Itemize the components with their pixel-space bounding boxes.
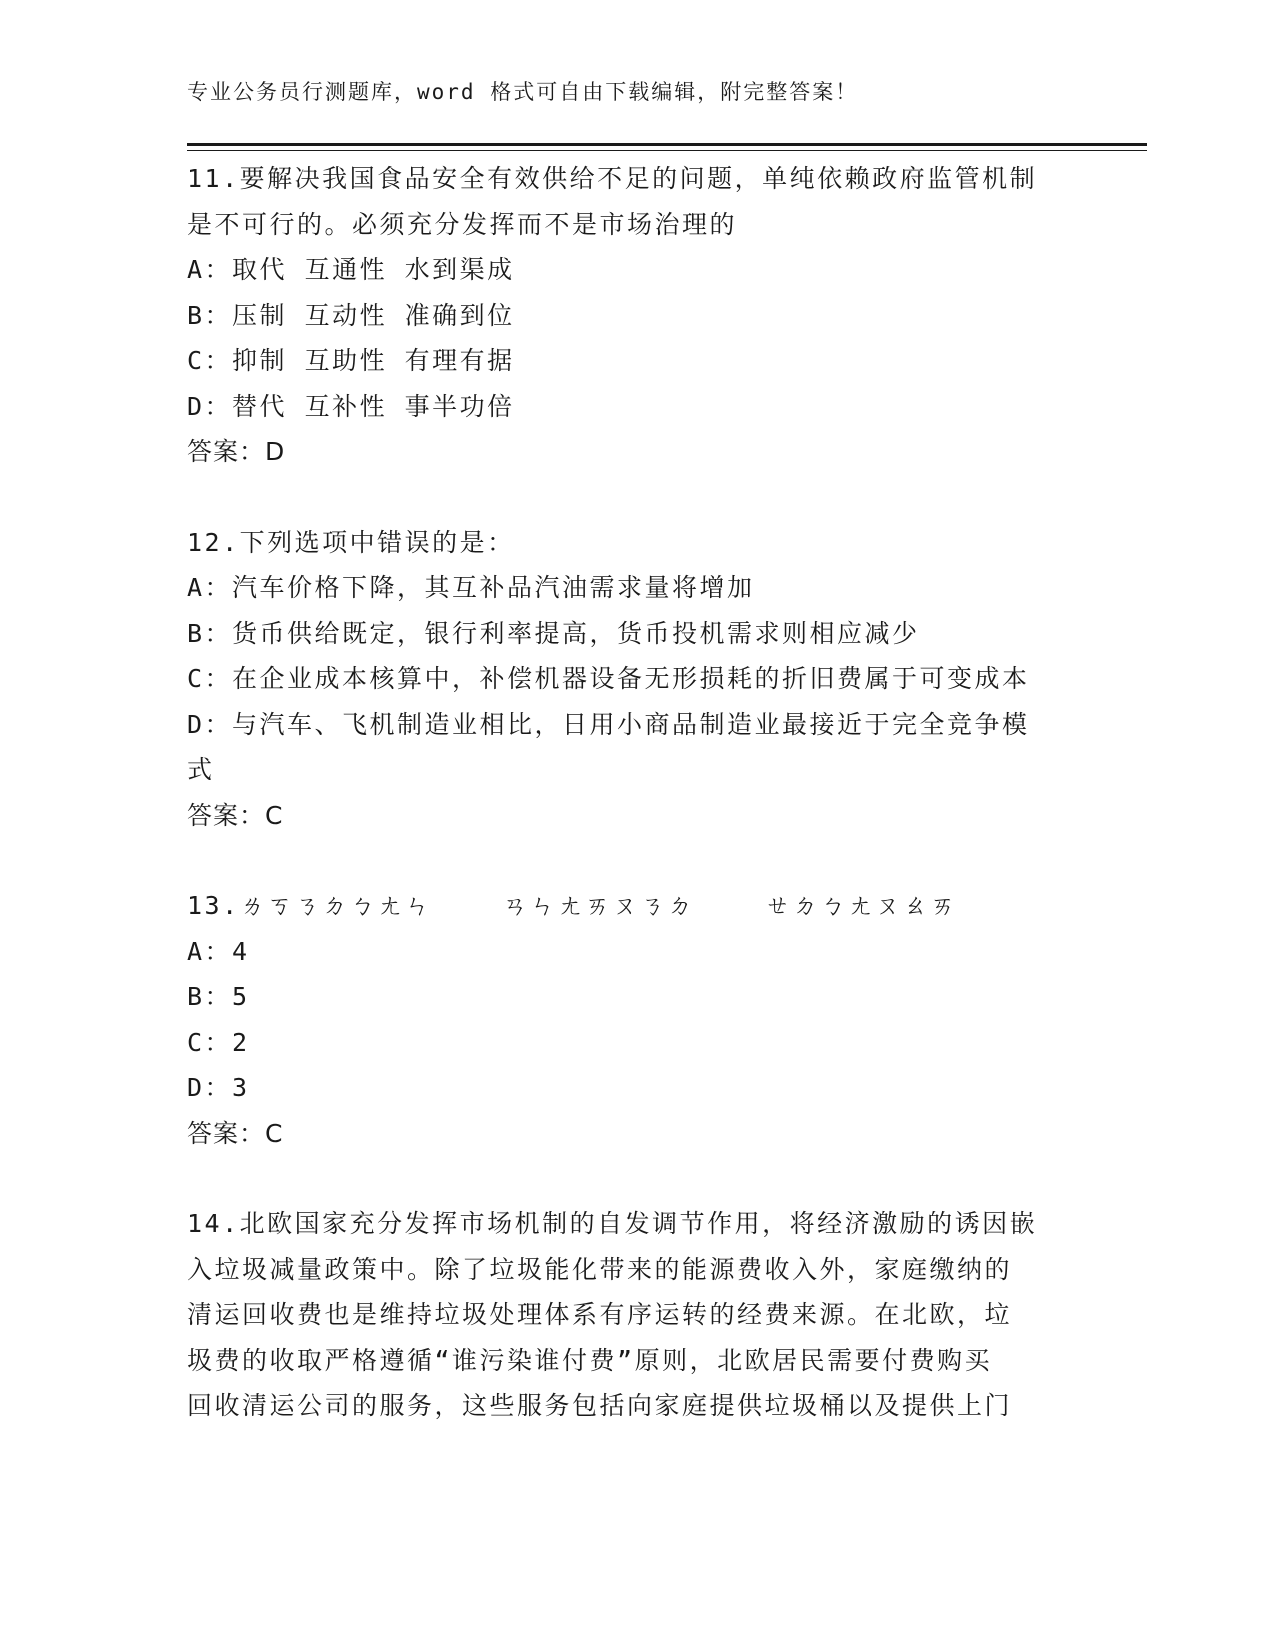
question-list xyxy=(187,156,1087,1429)
question-stem-line: 入垃圾减量政策中。除了垃圾能化带来的能源费收入外，家庭缴纳的 xyxy=(187,1254,1013,1284)
page-header: 专业公务员行测题库，word 格式可自由下载编辑，附完整答案！ xyxy=(187,80,859,104)
option-a: A：汽车价格下降，其互补品汽油需求量将增加 xyxy=(187,573,755,602)
option-a: A：4 xyxy=(187,936,250,966)
option-d: D：替代 互补性 事半功倍 xyxy=(187,391,515,421)
header-rule-thick xyxy=(187,143,1147,146)
question-13 xyxy=(187,883,1087,1156)
question-stem-line: 清运回收费也是维持垃圾处理体系有序运转的经费来源。在北欧，垃 xyxy=(187,1300,1013,1329)
option-c: C：抑制 互助性 有理有据 xyxy=(187,346,515,375)
question-11 xyxy=(187,156,1087,475)
question-stem-line: 11.要解决我国食品安全有效供给不足的问题，单纯依赖政府监管机制 xyxy=(187,164,1038,193)
header-rule-thin xyxy=(187,150,1147,151)
answer-line: 答案：C xyxy=(187,800,284,830)
option-a: A：取代 互通性 水到渠成 xyxy=(187,255,515,284)
option-c: C：2 xyxy=(187,1027,250,1057)
question-stem-line: 是不可行的。必须充分发挥而不是市场治理的 xyxy=(187,209,738,239)
option-d: D：3 xyxy=(187,1073,250,1102)
answer-line: 答案：D xyxy=(187,437,286,466)
spacer xyxy=(187,838,1087,883)
option-d: D：与汽车、飞机制造业相比，日用小商品制造业最接近于完全竞争模 xyxy=(187,709,1030,739)
question-stem-line: 13.ㄌㄎㄋㄉㄅㄤㄣ ㄢㄣㄤㄞㄡㄋㄉ ㄝㄉㄅㄤㄡㄠㄞ xyxy=(187,891,958,920)
option-b: B：压制 互动性 准确到位 xyxy=(187,300,515,330)
question-14 xyxy=(187,1201,1087,1429)
spacer xyxy=(187,1156,1087,1201)
question-stem-line: 14.北欧国家充分发挥市场机制的自发调节作用，将经济激励的诱因嵌 xyxy=(187,1209,1038,1238)
option-b: B：货币供给既定，银行利率提高，货币投机需求则相应减少 xyxy=(187,618,920,648)
option-b: B：5 xyxy=(187,982,250,1011)
question-stem-line: 回收清运公司的服务，这些服务包括向家庭提供垃圾桶以及提供上门 xyxy=(187,1391,1013,1420)
question-12 xyxy=(187,520,1087,839)
question-stem-line: 12.下列选项中错误的是： xyxy=(187,527,515,557)
question-stem-line: 圾费的收取严格遵循“谁污染谁付费”原则，北欧居民需要付费购买 xyxy=(187,1345,993,1375)
spacer xyxy=(187,475,1087,520)
answer-line: 答案：C xyxy=(187,1118,284,1148)
option-c: C：在企业成本核算中，补偿机器设备无形损耗的折旧费属于可变成本 xyxy=(187,664,1030,693)
option-d-continuation: 式 xyxy=(187,755,215,784)
